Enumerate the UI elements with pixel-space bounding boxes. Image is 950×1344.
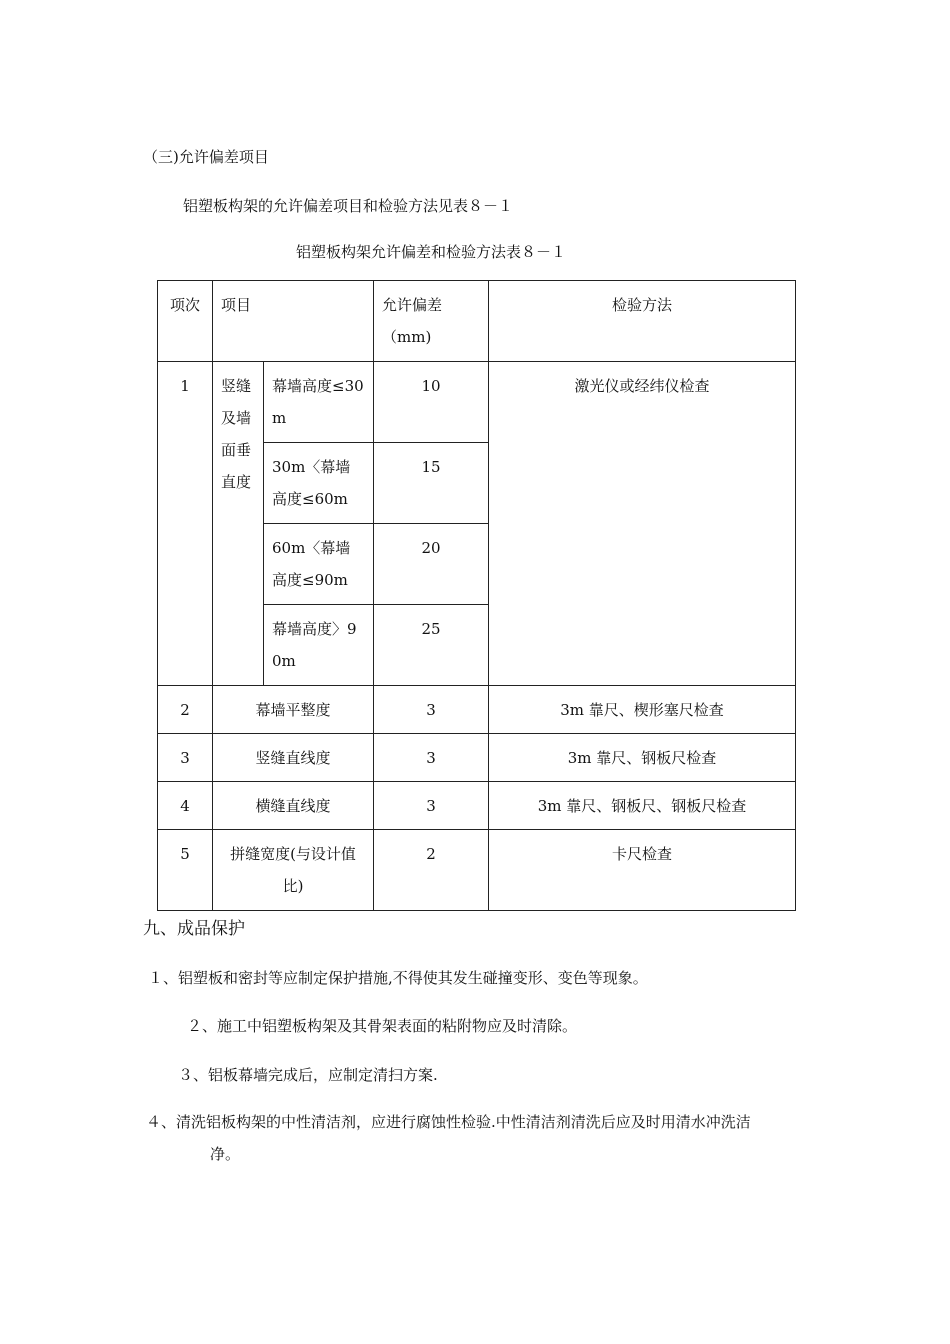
row1-sub-item: 30m〈幕墙高度≤60m <box>264 443 374 524</box>
row-value: 3 <box>374 734 489 782</box>
header-tolerance-line1: 允许偏差 <box>382 296 443 314</box>
row-value: 3 <box>374 782 489 830</box>
row-no: 2 <box>158 686 213 734</box>
row-item: 竖缝直线度 <box>213 734 374 782</box>
header-tolerance <box>374 281 489 362</box>
table-title: 铝塑板构架允许偏差和检验方法表８－１ <box>296 243 567 261</box>
protection-item-4: ４、清洗铝板构架的中性清洁剂，应进行腐蚀性检验.中性清洁剂清洗后应及时用清水冲洗洁 <box>146 1113 751 1131</box>
section-heading: （三)允许偏差项目 <box>143 148 269 166</box>
protection-item-2: ２、施工中铝塑板构架及其骨架表面的粘附物应及时清除。 <box>187 1017 578 1035</box>
protection-item-4-continued: 净。 <box>210 1145 241 1163</box>
table-row <box>158 362 796 443</box>
protection-heading: 九、成品保护 <box>143 919 245 939</box>
table-header-row <box>158 281 796 362</box>
row1-sub-item: 60m〈幕墙高度≤90m <box>264 524 374 605</box>
protection-item-1: １、铝塑板和密封等应制定保护措施,不得使其发生碰撞变形、变色等现象。 <box>148 969 648 987</box>
row-no: 4 <box>158 782 213 830</box>
row1-sub-item: 幕墙高度≤30m <box>264 362 374 443</box>
table-row <box>158 830 796 911</box>
row1-no: 1 <box>158 362 213 686</box>
row-value: 3 <box>374 686 489 734</box>
table-row <box>158 734 796 782</box>
header-no: 项次 <box>158 281 213 362</box>
table-row <box>158 686 796 734</box>
protection-item-3: ３、铝板幕墙完成后，应制定清扫方案. <box>178 1066 438 1084</box>
row1-category: 竖缝及墙面垂直度 <box>213 362 264 686</box>
table-row <box>158 782 796 830</box>
row-method: 卡尺检查 <box>489 830 796 911</box>
tolerance-table <box>157 280 796 911</box>
row-value: 2 <box>374 830 489 911</box>
row-no: 3 <box>158 734 213 782</box>
row1-sub-value: 20 <box>374 524 489 605</box>
row1-method: 激光仪或经纬仪检查 <box>489 362 796 686</box>
header-item: 项目 <box>213 281 374 362</box>
intro-paragraph: 铝塑板构架的允许偏差项目和检验方法见表８－１ <box>183 197 514 215</box>
row-no: 5 <box>158 830 213 911</box>
row-method: 3m 靠尺、钢板尺、钢板尺检查 <box>489 782 796 830</box>
row-method: 3m 靠尺、楔形塞尺检查 <box>489 686 796 734</box>
header-tolerance-unit: （mm) <box>382 328 432 346</box>
row1-sub-value: 25 <box>374 605 489 686</box>
row1-sub-item: 幕墙高度〉90m <box>264 605 374 686</box>
row-item: 拼缝宽度(与设计值比) <box>213 830 374 911</box>
header-method: 检验方法 <box>489 281 796 362</box>
row1-sub-value: 10 <box>374 362 489 443</box>
row-method: 3m 靠尺、钢板尺检查 <box>489 734 796 782</box>
row-item: 横缝直线度 <box>213 782 374 830</box>
row1-sub-value: 15 <box>374 443 489 524</box>
row-item: 幕墙平整度 <box>213 686 374 734</box>
